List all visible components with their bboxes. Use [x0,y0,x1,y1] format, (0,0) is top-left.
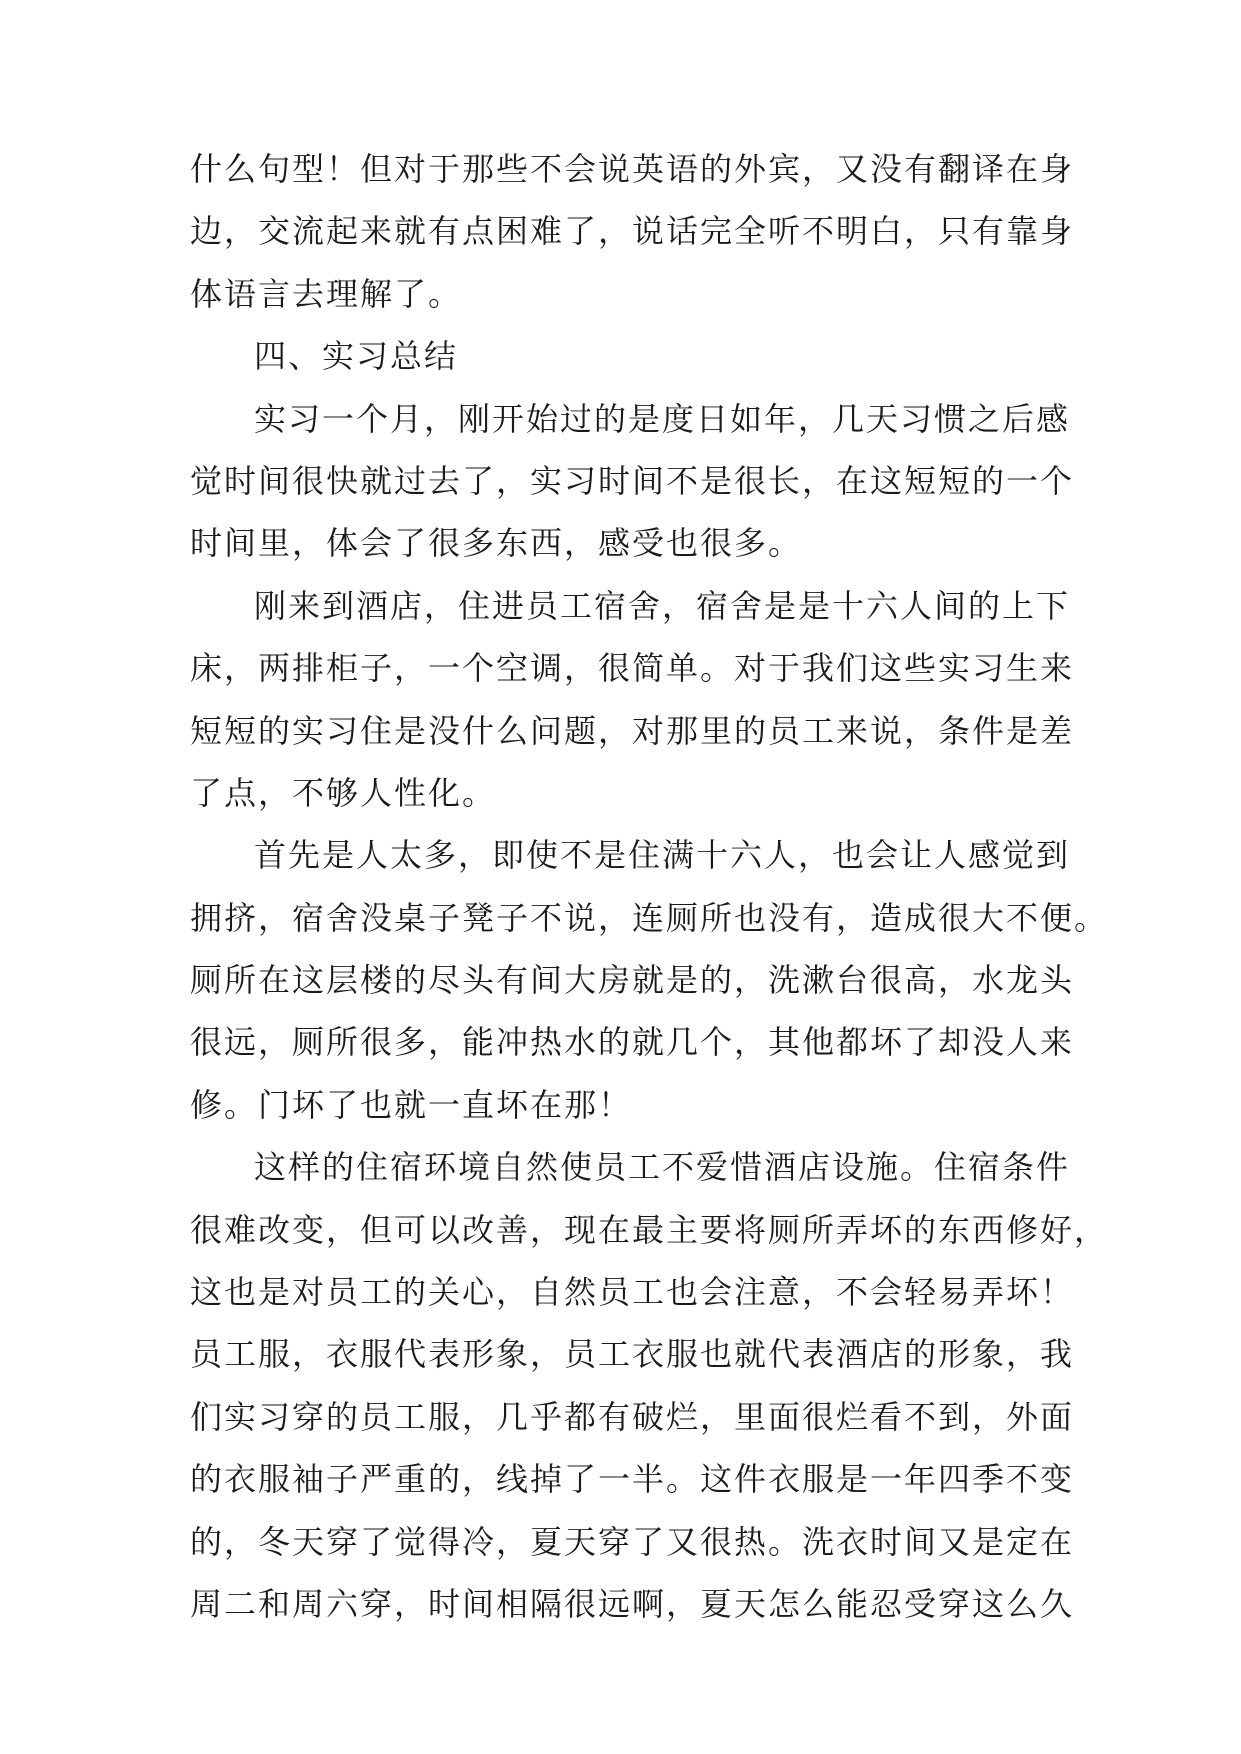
text-line-21: 们实习穿的员工服，几乎都有破烂，里面很烂看不到，外面 [190,1397,1075,1436]
text-line-14: 厕所在这层楼的尽头有间大房就是的，洗漱台很高，水龙头 [190,961,1075,1000]
text-line-8: 刚来到酒店，住进员工宿舍，宿舍是是十六人间的上下 [254,586,1071,625]
text-line-19: 这也是对员工的关心，自然员工也会注意，不会轻易弄坏！ [190,1273,1075,1312]
text-line-13: 拥挤，宿舍没桌子凳子不说，连厕所也没有，造成很大不便。 [190,898,1109,937]
text-line-20: 员工服，衣服代表形象，员工衣服也就代表酒店的形象，我 [190,1335,1075,1374]
text-line-9: 床，两排柜子，一个空调，很简单。对于我们这些实习生来 [190,649,1075,688]
text-line-7: 时间里，体会了很多东西，感受也很多。 [190,524,803,563]
body-text [190,138,1109,1635]
text-line-17: 这样的住宿环境自然使员工不爱惜酒店设施。住宿条件 [254,1148,1071,1187]
text-line-24: 周二和周六穿，时间相隔很远啊，夏天怎么能忍受穿这么久 [190,1584,1075,1623]
text-line-23: 的，冬天穿了觉得冷，夏天穿了又很热。洗衣时间又是定在 [190,1522,1075,1561]
text-line-16: 修。门坏了也就一直坏在那！ [190,1085,633,1124]
text-line-12: 首先是人太多，即使不是住满十六人，也会让人感觉到 [254,836,1071,875]
text-line-10: 短短的实习住是没什么问题，对那里的员工来说，条件是差 [190,711,1075,750]
text-line-5: 实习一个月，刚开始过的是度日如年，几天习惯之后感 [254,399,1071,438]
text-line-3: 体语言去理解了。 [190,274,463,313]
text-line-11: 了点，不够人性化。 [190,773,497,812]
text-line-22: 的衣服袖子严重的，线掉了一半。这件衣服是一年四季不变 [190,1460,1075,1499]
text-line-2: 边，交流起来就有点困难了，说话完全听不明白，只有靠身 [190,212,1075,251]
section-heading: 四、实习总结 [254,337,459,376]
text-line-6: 觉时间很快就过去了，实习时间不是很长，在这短短的一个 [190,461,1075,500]
text-line-15: 很远，厕所很多，能冲热水的就几个，其他都坏了却没人来 [190,1023,1075,1062]
text-line-1: 什么句型！但对于那些不会说英语的外宾，又没有翻译在身 [190,150,1075,188]
text-line-18: 很难改变，但可以改善，现在最主要将厕所弄坏的东西修好， [190,1210,1109,1249]
